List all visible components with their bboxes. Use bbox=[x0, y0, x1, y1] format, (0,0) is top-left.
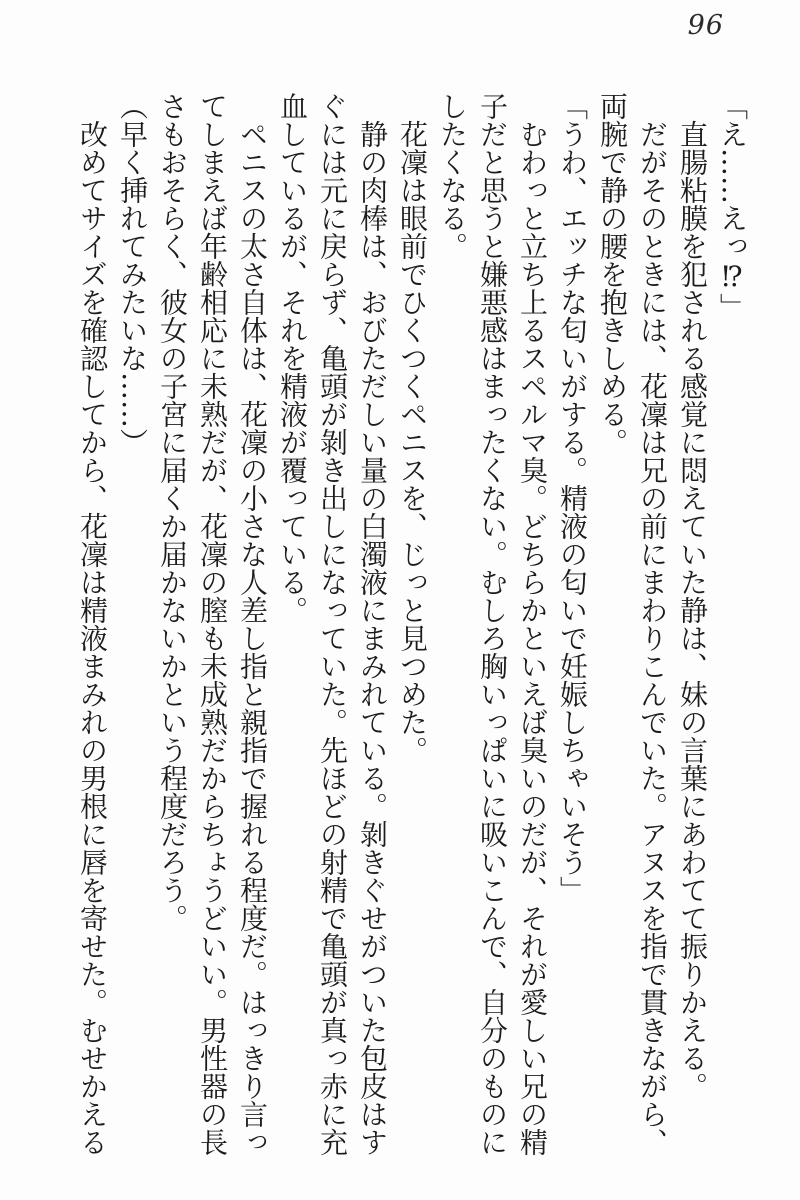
paragraph-narrative: むわっと立ち上るスペルマ臭。どちらかといえば臭いのだが、それが愛しい兄の精子だと思うと嫌悪感はまったくない。むしろ胸いっぱいに吸いこんで、自分のものにしたくなる。 bbox=[436, 92, 549, 1156]
text-body bbox=[72, 92, 752, 1156]
paragraph-narrative: ペニスの太さ自体は、花凜の小さな人差し指と親指で握れる程度だ。はっきり言ってしまえば年齢相応に未熟だが、花凜の膣も未成熟だからちょうどいい。男性器の長さもおそらく、彼女の子宮に届くか届かないかという程度だろう。 bbox=[156, 92, 269, 1156]
paragraph-narrative: 改めてサイズを確認してから、花凜は精液まみれの男根に唇を寄せた。むせかえる bbox=[76, 120, 109, 1156]
paragraph-dialogue: 「え……えっ⁉」 bbox=[716, 92, 749, 321]
paragraph-narrative: 花凜は眼前でひくつくペニスを、じっと見つめた。 bbox=[396, 120, 429, 764]
paragraph-narrative: 直腸粘膜を犯される感覚に悶えていた静は、妹の言葉にあわてて振りかえる。 bbox=[676, 120, 709, 1100]
paragraph-narrative: 静の肉棒は、おびただしい量の白濁液にまみれている。剝きぐせがついた包皮はすぐには元に戻らず、亀頭が剝き出しになっていた。先ほどの射精で亀頭が真っ赤に充血しているが、それを精液が覆っている。 bbox=[276, 92, 389, 1156]
paragraph-dialogue: 「うわ、エッチな匂いがする。精液の匂いで妊娠しちゃいそう」 bbox=[556, 92, 589, 904]
paragraph-narrative: だがそのときには、花凜は兄の前にまわりこんでいた。アヌスを指で貫きながら、両腕で静の腰を抱きしめる。 bbox=[596, 92, 669, 1156]
page-number: 96 bbox=[687, 10, 724, 41]
paragraph-thought: （早く挿れてみたいな……） bbox=[116, 92, 149, 456]
